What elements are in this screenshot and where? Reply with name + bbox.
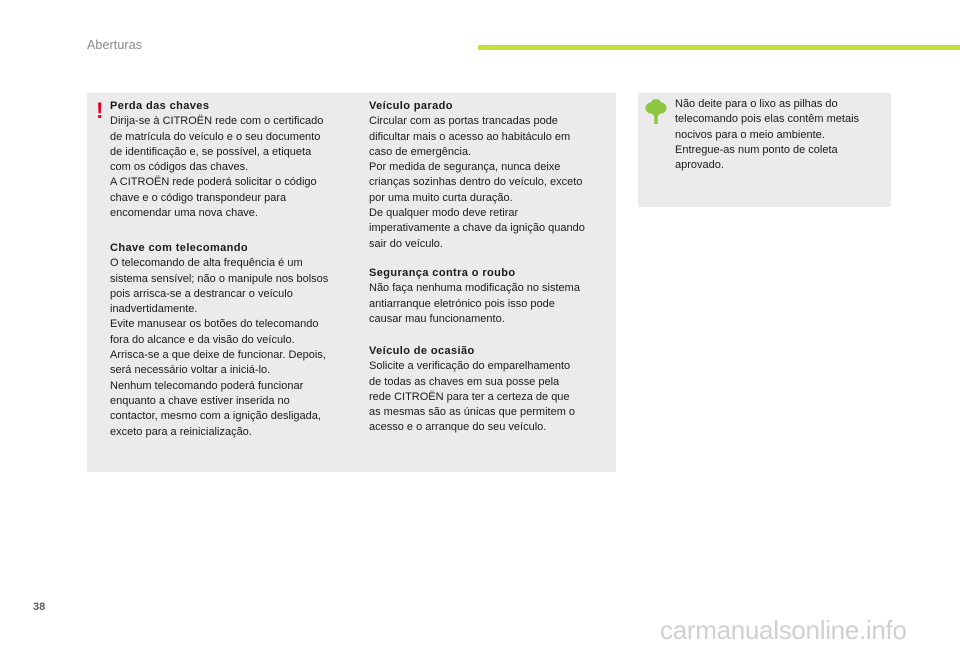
- text-line: por uma muito curta duração.: [369, 191, 513, 204]
- text-line: rede CITROËN para ter a certeza de que: [369, 390, 570, 403]
- text-line: as mesmas são as únicas que permitem o: [369, 406, 576, 419]
- text-line: Não faça nenhuma modificação no sistema: [369, 282, 580, 295]
- block-used-vehicle: [369, 344, 575, 436]
- text-line: sistema sensível; não o manipule nos bolsos: [110, 272, 329, 285]
- text-line: crianças sozinhas dentro do veículo, exceto: [369, 176, 583, 189]
- text-line: O telecomando de alta frequência é um: [110, 257, 303, 270]
- text-line: aprovado.: [675, 159, 724, 172]
- block-title: Veículo de ocasião: [369, 345, 475, 357]
- text-line: causar mau funcionamento.: [369, 312, 505, 325]
- text-line: enquanto a chave estiver inserida no: [110, 394, 290, 407]
- section-title: Aberturas: [87, 38, 143, 52]
- block-title: Segurança contra o roubo: [369, 267, 516, 279]
- text-line: Dirija-se à CITROËN rede com o certificado: [110, 115, 324, 128]
- text-line: exceto para a reinicialização.: [110, 425, 252, 438]
- exclamation-mark-icon: !: [96, 98, 104, 123]
- text-line: fora do alcance e da visão do veículo.: [110, 333, 295, 346]
- block-parked-vehicle: [369, 99, 585, 252]
- text-line: A CITROËN rede poderá solicitar o código: [110, 176, 317, 189]
- text-line: Por medida de segurança, nunca deixe: [369, 161, 561, 174]
- text-line: pois arrisca-se a destrancar o veículo: [110, 287, 293, 300]
- text-line: Evite manusear os botões do telecomando: [110, 318, 319, 331]
- text-line: Entregue-as num ponto de coleta: [675, 143, 838, 156]
- text-line: de identificação e, se possível, a etiqueta: [110, 145, 312, 158]
- text-line: acesso e o arranque do seu veículo.: [369, 421, 547, 434]
- eco-text: [675, 97, 859, 173]
- block-lost-keys: [110, 99, 323, 221]
- text-line: de todas as chaves em sua posse pela: [369, 375, 560, 388]
- block-remote-control: [110, 241, 328, 440]
- text-line: de matrícula do veículo e o seu documento: [110, 130, 321, 143]
- text-line: Arrisca-se a que deixe de funcionar. Depois,: [110, 349, 326, 362]
- text-line: antiarranque eletrónico pois isso pode: [369, 297, 555, 310]
- text-line: sair do veículo.: [369, 237, 443, 250]
- text-line: caso de emergência.: [369, 145, 472, 158]
- page-number: 38: [33, 601, 46, 613]
- text-line: dificultar mais o acesso ao habitáculo em: [369, 130, 571, 143]
- text-line: chave e o código transpondeur para: [110, 191, 287, 204]
- text-line: imperativamente a chave da ignição quando: [369, 222, 585, 235]
- text-line: será necessário voltar a iniciá-lo.: [110, 364, 271, 377]
- block-anti-theft: [369, 266, 580, 327]
- accent-bar: [478, 45, 960, 50]
- text-line: com os códigos das chaves.: [110, 161, 249, 174]
- watermark: carmanualsonline.info: [660, 615, 907, 645]
- text-line: contactor, mesmo com a ignição desligada,: [110, 410, 321, 423]
- text-line: inadvertidamente.: [110, 303, 198, 316]
- block-title: Perda das chaves: [110, 100, 210, 112]
- text-line: De qualquer modo deve retirar: [369, 207, 519, 220]
- text-line: telecomando pois elas contêm metais: [675, 113, 860, 126]
- block-title: Chave com telecomando: [110, 242, 248, 254]
- text-line: nocivos para o meio ambiente.: [675, 128, 825, 141]
- text-line: Nenhum telecomando poderá funcionar: [110, 379, 304, 392]
- text-line: Solicite a verificação do emparelhamento: [369, 360, 571, 373]
- text-line: Não deite para o lixo as pilhas do: [675, 98, 838, 110]
- tree-icon: [645, 99, 667, 125]
- text-line: encomendar uma nova chave.: [110, 207, 258, 220]
- block-title: Veículo parado: [369, 100, 453, 112]
- text-line: Circular com as portas trancadas pode: [369, 115, 558, 128]
